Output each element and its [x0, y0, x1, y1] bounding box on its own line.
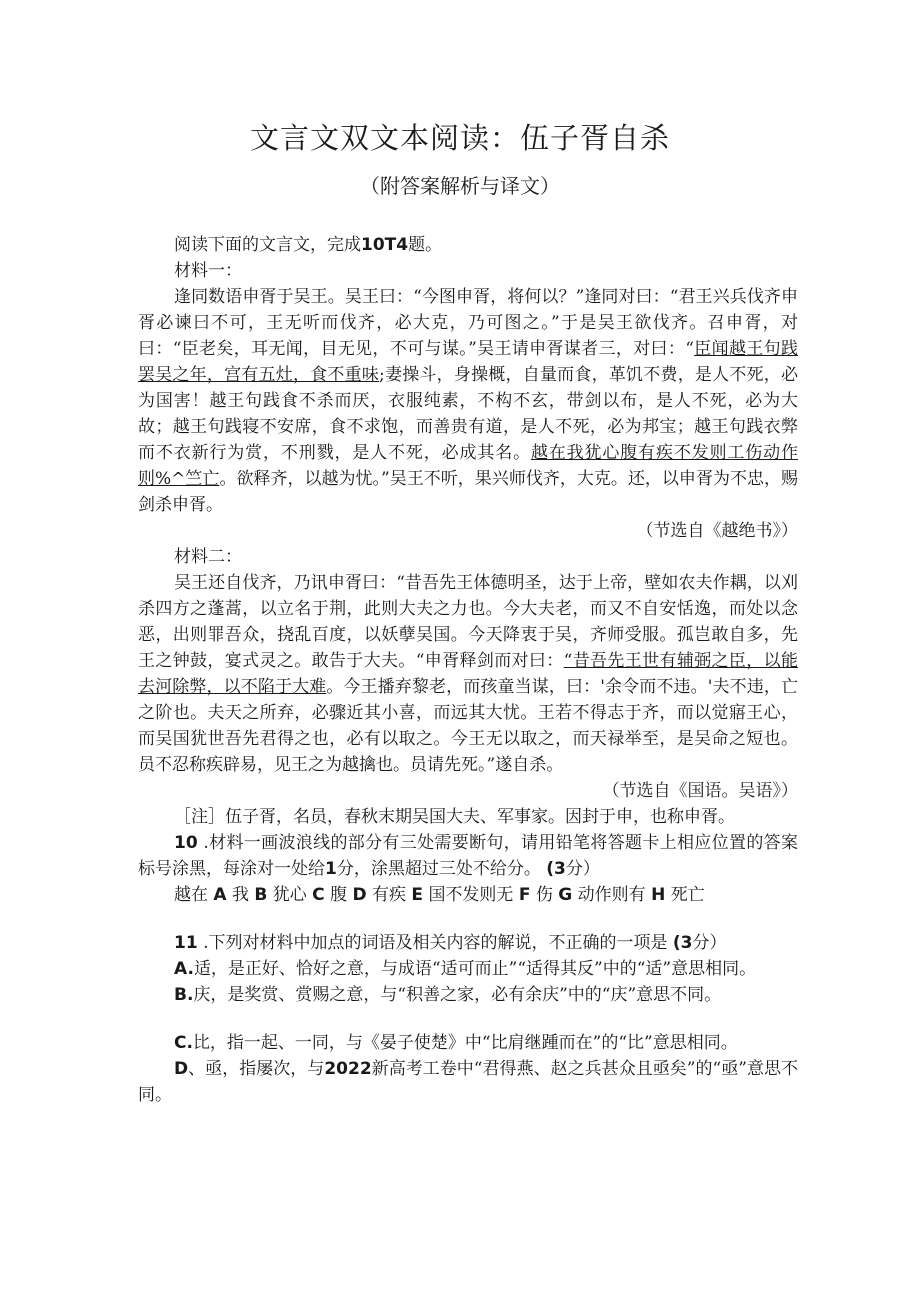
instruction: 阅读下面的文言文，完成10T4题。 — [174, 235, 443, 255]
question-10-options: 越在 A 我 B 犹心 C 腹 D 有疾 E 国不发则无 F 伤 G 动作则有 H 死亡 — [174, 885, 705, 905]
question-11: 11 .下列对材料中加点的词语及相关内容的解说，不正确的一项是 (3分） — [174, 933, 727, 953]
page-subtitle: （附答案解析与译文） — [360, 174, 560, 198]
question-11-option-d: D、亟，指屡次，与2022新高考工卷中“君得燕、赵之兵甚众且亟矣”的“亟”意思不同。 — [138, 1059, 799, 1105]
material1-wavy-line: 越在我犹心腹有疾不发则工伤动作则%^竺亡 — [138, 443, 799, 489]
question-11-option-b: B.庆，是奖赏、赏赐之意，与“积善之家，必有余庆”中的“庆”意思不同。 — [174, 985, 722, 1005]
material2-text: 吴王还自伐齐，乃讯申胥曰：“昔吾先王体德明圣，达于上帝，壁如农夫作耦，以刈杀四方之蓬蒿，以立名于荆，此则大夫之力也。今大夫老，而又不自安恬逸，而处以念恶，出则罪吾众，挠乱百度，以妖孽吴国。今天降衷于吴，齐师受服。孤岂敢自多，先王之钟鼓，宴式灵之。敢告于大夫。“申胥释剑而对曰：“昔吾先王世有辅弼之臣，以能去河除弊，以不陷于大难。今王播弃黎老，而孩童当谋，曰：'余令而不违。'夫不违，亡之阶也。夫天之所弃，必骤近其小喜，而远其大忧。王若不得志于齐，而以觉寤王心，而吴国犹世吾先君得之也，必有以取之。今王无以取之，而天禄举至，是吴命之短也。员不忍称疾辟易，见王之为越擒也。员请先死。”遂自杀。 — [138, 573, 798, 775]
material2-underline: “昔吾先王世有辅弼之臣，以能去河除弊，以不陷于大难 — [138, 651, 798, 697]
question-10: 10 .材料一画波浪线的部分有三处需要断句，请用铅笔将答题卡上相应位置的答案标号涂黑，每涂对一处给1分，涂黑超过三处不给分。 (3分） — [138, 833, 798, 879]
annotation-note: ［注］伍子胥，名员，春秋末期吴国大夫、军事家。因封于申，也称申胥。 — [174, 807, 735, 827]
question-11-option-c: C.比，指一起、一同，与《晏子使楚》中“比肩继踵而在”的“比”意思相同。 — [174, 1033, 738, 1053]
material2-source: （节选自《国语。吴语》） — [602, 781, 798, 801]
document-body — [138, 232, 798, 1108]
material1-underline-1: 臣闻越王句践罢吴之年，宫有五灶，食不重味 — [138, 339, 799, 385]
material1-label: 材料一： — [174, 261, 242, 281]
page-title: 文言文双文本阅读：伍子胥自杀 — [249, 121, 670, 155]
material1-source: （节选自《越绝书》） — [636, 521, 798, 541]
question-11-option-a: A.适，是正好、恰好之意，与成语“适可而止”“适得其反”中的“适”意思相同。 — [174, 959, 757, 979]
material1-text: 逢同数语申胥于吴王。吴王曰：“今图申胥，将何以？”逢同对曰：“君王兴兵伐齐申胥必谏曰不可，王无听而伐齐，必大克，乃可图之。”于是吴王欲伐齐。召申胥，对曰：“臣老矣，耳无闻，目无见，不可与谋。”吴王请申胥谋者三，对曰：“臣闻越王句践罢吴之年，宫有五灶，食不重味;妻操斗，身操概，自量而食，革饥不费，是人不死，必为国害！越王句践食不杀而厌，衣服纯素，不构不玄，带剑以布，是人不死，必为大故；越王句践寝不安席，食不求饱，而善贵有道，是人不死，必为邦宝；越王句践衣弊而不衣新行为赏，不刑戮，是人不死，必成其名。越在我犹心腹有疾不发则工伤动作则%^竺亡。欲释齐，以越为忧。”吴王不听，果兴师伐齐，大克。还，以申胥为不忠，赐剑杀申胥。 — [138, 287, 799, 515]
material2-label: 材料二： — [174, 547, 242, 567]
